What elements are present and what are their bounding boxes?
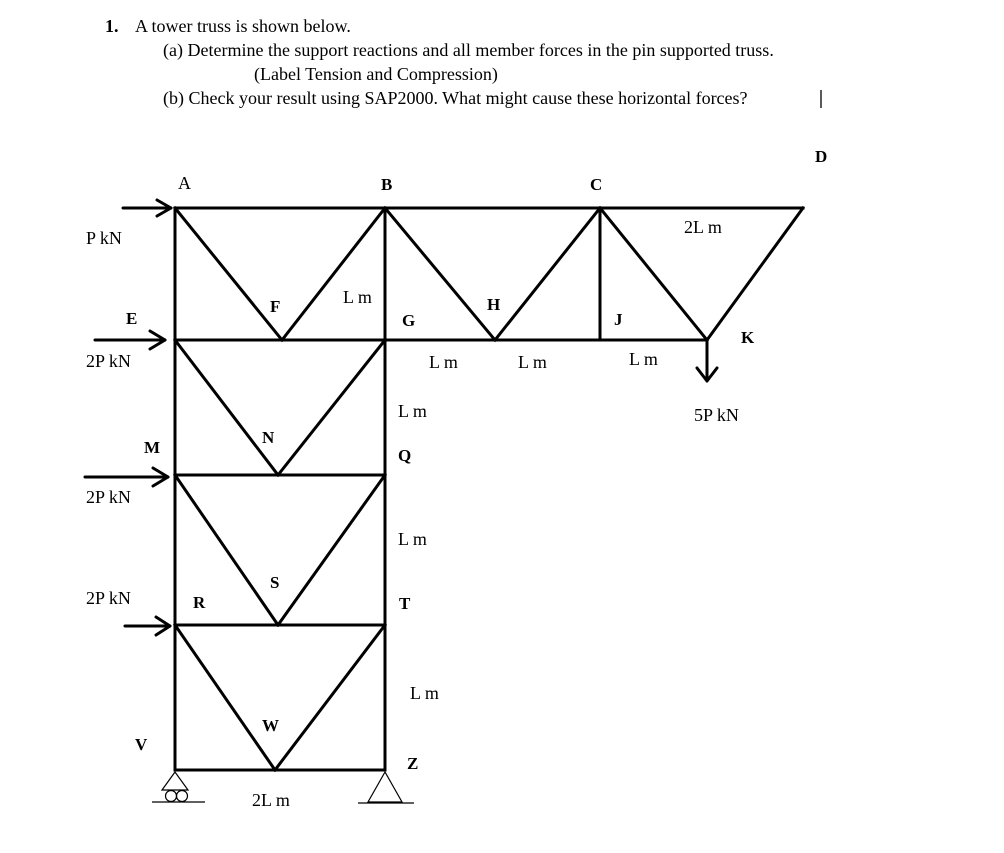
- member-ms: [175, 475, 278, 625]
- problem-part-a-note: (Label Tension and Compression): [254, 64, 498, 84]
- member-af: [175, 208, 282, 340]
- dim-label-base-2l: 2L m: [252, 790, 290, 810]
- node-label-n: N: [262, 428, 275, 447]
- node-label-q: Q: [398, 446, 412, 465]
- dim-label-height-l2: L m: [398, 529, 427, 549]
- node-label-b: B: [381, 175, 393, 194]
- node-label-a: A: [178, 173, 191, 193]
- node-label-r: R: [193, 593, 206, 612]
- node-label-c: C: [590, 175, 603, 194]
- member-fb: [282, 208, 385, 340]
- dim-label-span-l1: L m: [429, 352, 458, 372]
- node-label-j: J: [614, 310, 623, 329]
- node-label-z: Z: [407, 754, 419, 773]
- node-label-w: W: [262, 716, 279, 735]
- load-arrow-p: [123, 200, 171, 216]
- problem-intro: A tower truss is shown below.: [135, 16, 351, 36]
- member-st: [278, 475, 385, 625]
- member-wz: [275, 625, 385, 770]
- load-arrow-2p-m: [85, 468, 168, 486]
- member-en: [175, 340, 278, 475]
- load-label-5p: 5P kN: [694, 405, 739, 425]
- problem-part-a: (a) Determine the support reactions and all member forces in the pin supported truss.: [163, 40, 774, 60]
- load-label-2p-r: 2P kN: [86, 588, 131, 608]
- truss-members: [175, 208, 803, 770]
- load-label-2p-m: 2P kN: [86, 487, 131, 507]
- node-label-h: H: [487, 295, 501, 314]
- dim-label-top-l: L m: [343, 287, 372, 307]
- load-arrow-5p: [697, 342, 717, 381]
- problem-number: 1.: [105, 16, 119, 36]
- dim-label-height-l3: L m: [410, 683, 439, 703]
- node-label-k: K: [741, 328, 755, 347]
- member-hc: [495, 208, 600, 340]
- node-label-m: M: [144, 438, 161, 457]
- roller-support: [152, 772, 205, 802]
- load-arrow-2p-e: [95, 331, 165, 349]
- pin-support: [358, 772, 414, 803]
- member-nq: [278, 340, 385, 475]
- node-label-d: D: [815, 147, 828, 166]
- load-label-2p-e: 2P kN: [86, 351, 131, 371]
- dim-label-span-l3: L m: [629, 349, 658, 369]
- node-label-v: V: [135, 735, 148, 754]
- load-label-p: P kN: [86, 228, 122, 248]
- member-rw: [175, 625, 275, 770]
- node-label-e: E: [126, 309, 138, 328]
- dim-label-span-l2: L m: [518, 352, 547, 372]
- node-label-f: F: [270, 297, 281, 316]
- dim-label-top-2l: 2L m: [684, 217, 722, 237]
- load-arrow-2p-r: [125, 617, 170, 635]
- node-label-s: S: [270, 573, 280, 592]
- problem-part-b: (b) Check your result using SAP2000. What might cause these horizontal forces?: [163, 88, 748, 108]
- node-label-t: T: [399, 594, 411, 613]
- dim-label-height-l1: L m: [398, 401, 427, 421]
- node-label-g: G: [402, 311, 416, 330]
